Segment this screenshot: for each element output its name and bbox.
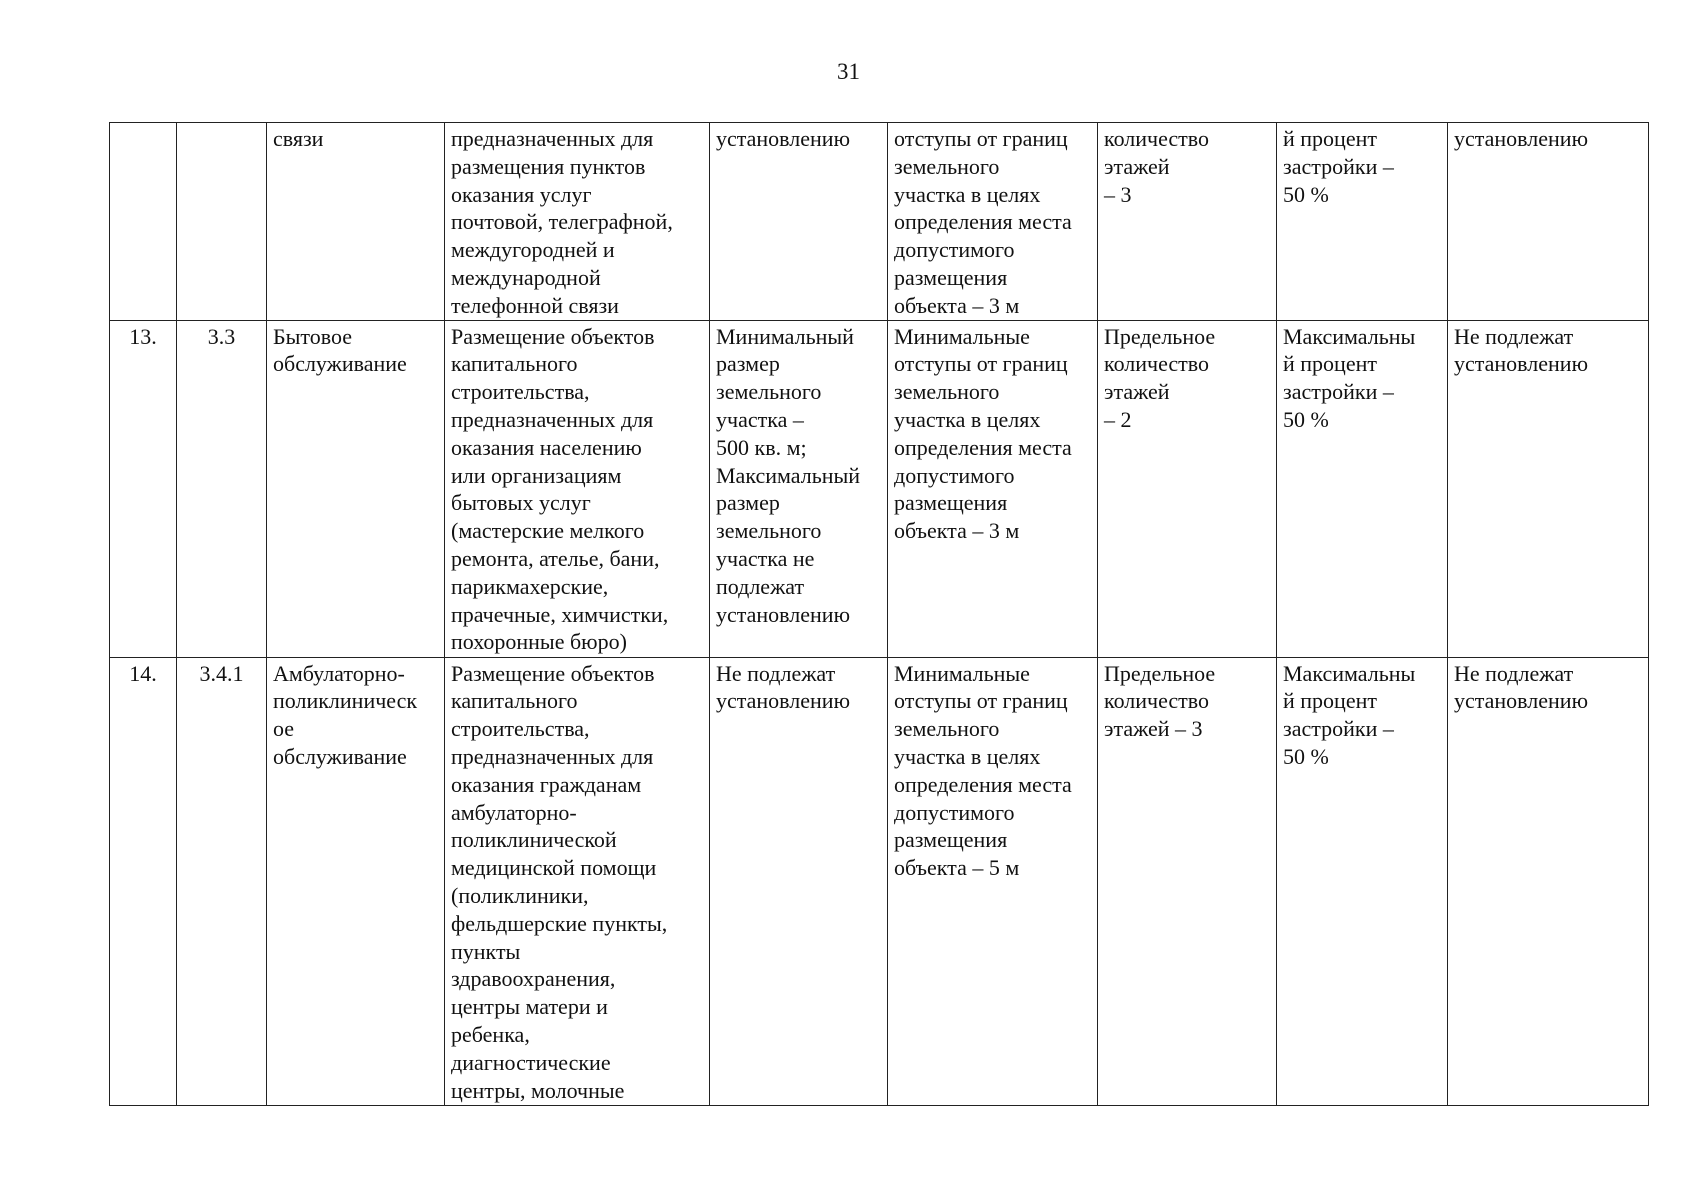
coverage-cell: й процент застройки – 50 % (1277, 123, 1448, 321)
setbacks-cell: Минимальные отступы от границ земельного участка в целях определения места допустимого размещения объекта – 5 м (888, 657, 1098, 1105)
page-number: 31 (837, 59, 860, 84)
use-name-cell: Амбулаторно- поликлиническ ое обслуживание (267, 657, 445, 1105)
other-params-cell: Не подлежат установлению (1448, 657, 1649, 1105)
setbacks-cell: Минимальные отступы от границ земельного участка в целях определения места допустимого размещения объекта – 3 м (888, 320, 1098, 657)
description-cell: Размещение объектов капитального строительства, предназначенных для оказания гражданам амбулаторно- поликлинической медицинской помощи (поликлиники, фельдшерские пункты, пункты здравоохранения, центры матери и ребенка, диагностические центры, молочные (445, 657, 710, 1105)
description-cell: предназначенных для размещения пунктов оказания услуг почтовой, телеграфной, междугородней и международной телефонной связи (445, 123, 710, 321)
use-name-cell: Бытовое обслуживание (267, 320, 445, 657)
row-number-cell: 13. (110, 320, 177, 657)
floors-cell: Предельное количество этажей – 2 (1098, 320, 1277, 657)
code-cell (177, 123, 267, 321)
code-cell: 3.3 (177, 320, 267, 657)
row-number-cell: 14. (110, 657, 177, 1105)
use-name-cell: связи (267, 123, 445, 321)
floors-cell: Предельное количество этажей – 3 (1098, 657, 1277, 1105)
table-row (110, 123, 1649, 321)
setbacks-cell: отступы от границ земельного участка в целях определения места допустимого размещения объекта – 3 м (888, 123, 1098, 321)
zoning-table (109, 122, 1649, 1106)
coverage-cell: Максимальны й процент застройки – 50 % (1277, 657, 1448, 1105)
table-row (110, 657, 1649, 1105)
coverage-cell: Максимальны й процент застройки – 50 % (1277, 320, 1448, 657)
plot-size-cell: Минимальный размер земельного участка – 500 кв. м; Максимальный размер земельного участка не подлежат установлению (710, 320, 888, 657)
row-number-cell (110, 123, 177, 321)
code-cell: 3.4.1 (177, 657, 267, 1105)
plot-size-cell: установлению (710, 123, 888, 321)
plot-size-cell: Не подлежат установлению (710, 657, 888, 1105)
other-params-cell: установлению (1448, 123, 1649, 321)
floors-cell: количество этажей – 3 (1098, 123, 1277, 321)
description-cell: Размещение объектов капитального строительства, предназначенных для оказания населению или организациям бытовых услуг (мастерские мелкого ремонта, ателье, бани, парикмахерские, прачечные, химчистки, похоронные бюро) (445, 320, 710, 657)
table-row (110, 320, 1649, 657)
other-params-cell: Не подлежат установлению (1448, 320, 1649, 657)
